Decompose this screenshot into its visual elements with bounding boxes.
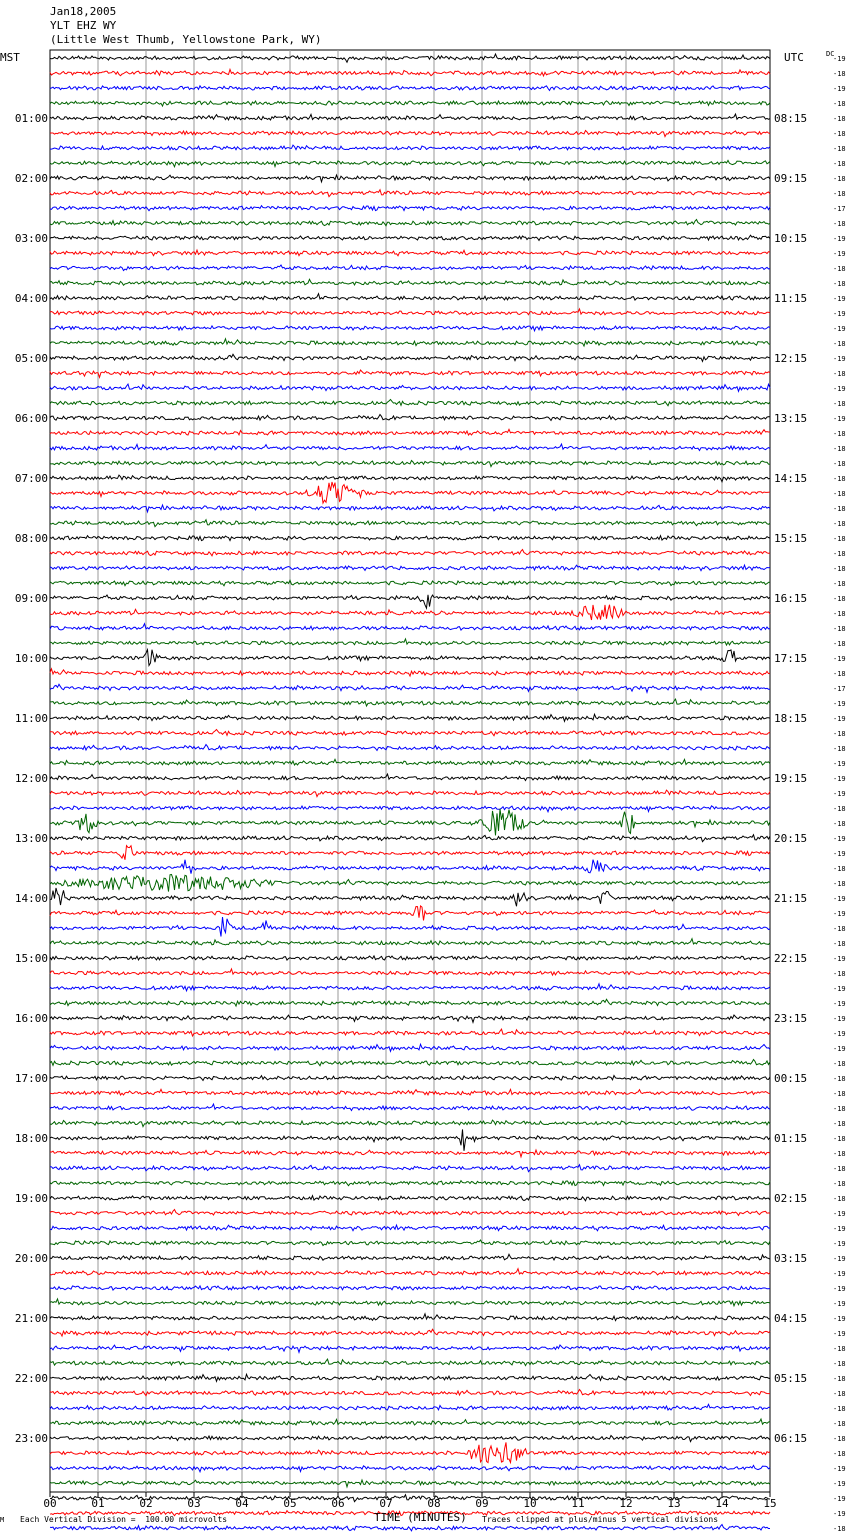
x-tick-label: 15 bbox=[763, 1497, 777, 1510]
dc-offset-label: -18 bbox=[833, 970, 846, 978]
dc-offset-label: -19 bbox=[833, 775, 846, 783]
dc-offset-label: -18 bbox=[833, 625, 846, 633]
seismic-trace bbox=[50, 984, 770, 991]
seismic-trace bbox=[50, 384, 770, 391]
seismic-trace bbox=[50, 250, 770, 256]
dc-offset-label: -19 bbox=[833, 355, 846, 363]
seismic-trace bbox=[50, 1196, 770, 1201]
seismic-trace bbox=[50, 1286, 770, 1290]
seismic-trace bbox=[50, 114, 770, 120]
seismic-trace bbox=[50, 1015, 770, 1022]
seismic-trace bbox=[50, 1436, 770, 1442]
dc-offset-label: -18 bbox=[833, 1345, 846, 1353]
seismic-trace bbox=[50, 1225, 770, 1231]
seismic-trace bbox=[50, 69, 770, 76]
hour-label-mst: 12:00 bbox=[14, 772, 48, 785]
dc-offset-label: -18 bbox=[833, 820, 846, 828]
dc-offset-label: -18 bbox=[833, 1090, 846, 1098]
dc-offset-label: -18 bbox=[833, 1165, 846, 1173]
hour-label-mst: 08:00 bbox=[14, 532, 48, 545]
hour-label-utc: 05:15 bbox=[774, 1372, 808, 1385]
dc-offset-label: -18 bbox=[833, 145, 846, 153]
seismic-trace bbox=[50, 846, 770, 860]
dc-offset-label: -18 bbox=[833, 280, 846, 288]
hour-label-utc: 00:15 bbox=[774, 1072, 808, 1085]
seismic-trace bbox=[50, 809, 770, 836]
x-tick-label: 07 bbox=[379, 1497, 393, 1510]
dc-offset-label: -18 bbox=[833, 1390, 846, 1398]
hour-label-mst: 03:00 bbox=[14, 232, 48, 245]
dc-offset-label: -18 bbox=[833, 1150, 846, 1158]
dc-offset-label: -18 bbox=[833, 160, 846, 168]
seismic-trace bbox=[50, 1089, 770, 1095]
dc-offset-label: -19 bbox=[833, 1270, 846, 1278]
dc-offset-label: -19 bbox=[833, 1030, 846, 1038]
seismic-trace bbox=[50, 1060, 770, 1066]
hour-label-mst: 15:00 bbox=[14, 952, 48, 965]
hour-label-mst: 09:00 bbox=[14, 592, 48, 605]
hour-label-utc: 09:15 bbox=[774, 172, 808, 185]
dc-offset-label: -18 bbox=[833, 670, 846, 678]
dc-offset-label: -18 bbox=[833, 1525, 846, 1533]
dc-offset-label: -18 bbox=[833, 220, 846, 228]
hour-label-mst: 07:00 bbox=[14, 472, 48, 485]
dc-offset-label: -19 bbox=[833, 910, 846, 918]
dc-offset-label: -19 bbox=[833, 1045, 846, 1053]
seismic-trace bbox=[50, 624, 770, 630]
dc-offset-label: -18 bbox=[833, 265, 846, 273]
scale-note: Each Vertical Division = 100.00 microvolts bbox=[20, 1515, 228, 1524]
seismic-trace bbox=[50, 1374, 770, 1381]
seismic-trace bbox=[50, 1345, 770, 1352]
hour-label-utc: 20:15 bbox=[774, 832, 808, 845]
hour-label-mst: 13:00 bbox=[14, 832, 48, 845]
seismic-trace bbox=[50, 806, 770, 812]
seismic-trace bbox=[50, 1419, 770, 1425]
dc-offset-label: -17 bbox=[833, 685, 846, 693]
dc-offset-label: -19 bbox=[833, 250, 846, 258]
dc-offset-label: -18 bbox=[833, 880, 846, 888]
dc-offset-label: -18 bbox=[833, 550, 846, 558]
dc-offset-label: -19 bbox=[833, 1510, 846, 1518]
seismic-trace bbox=[50, 1480, 770, 1487]
seismic-trace bbox=[50, 580, 770, 586]
dc-offset-label: -18 bbox=[833, 1375, 846, 1383]
seismic-trace bbox=[50, 370, 770, 377]
dc-offset-label: -19 bbox=[833, 655, 846, 663]
seismic-trace bbox=[50, 54, 770, 62]
dc-offset-label: -19 bbox=[833, 1210, 846, 1218]
clip-note: Traces clipped at plus/minus 5 vertical divisions bbox=[482, 1515, 719, 1524]
hour-label-utc: 21:15 bbox=[774, 892, 808, 905]
seismic-trace bbox=[50, 1390, 770, 1396]
dc-offset-label: -18 bbox=[833, 370, 846, 378]
dc-offset-label: -18 bbox=[833, 805, 846, 813]
hour-label-utc: 01:15 bbox=[774, 1132, 808, 1145]
seismic-trace bbox=[50, 145, 770, 150]
dc-offset-label: -19 bbox=[833, 1255, 846, 1263]
x-tick-label: 01 bbox=[91, 1497, 105, 1510]
dc-offset-label: -18 bbox=[833, 1420, 846, 1428]
seismic-trace bbox=[50, 790, 770, 797]
hour-label-mst: 22:00 bbox=[14, 1372, 48, 1385]
dc-offset-label: -18 bbox=[833, 745, 846, 753]
dc-offset-label: -18 bbox=[833, 100, 846, 108]
seismic-trace bbox=[50, 1240, 770, 1246]
seismic-trace bbox=[50, 475, 770, 482]
seismic-trace bbox=[50, 294, 770, 300]
seismic-trace bbox=[50, 1120, 770, 1127]
dc-offset-label: -18 bbox=[833, 490, 846, 498]
seismic-trace bbox=[50, 875, 770, 892]
seismic-trace bbox=[50, 1181, 770, 1186]
dc-offset-label: -19 bbox=[833, 850, 846, 858]
hour-label-mst: 16:00 bbox=[14, 1012, 48, 1025]
seismic-trace bbox=[50, 969, 770, 975]
dc-offset-label: -18 bbox=[833, 1105, 846, 1113]
hour-label-mst: 17:00 bbox=[14, 1072, 48, 1085]
dc-offset-label: -18 bbox=[833, 520, 846, 528]
seismic-trace bbox=[50, 354, 770, 361]
x-tick-label: 09 bbox=[475, 1497, 489, 1510]
x-tick-label: 06 bbox=[331, 1497, 345, 1510]
dc-offset-label: -19 bbox=[833, 1285, 846, 1293]
plot-date: Jan18,2005 bbox=[50, 5, 117, 18]
seismic-trace bbox=[50, 536, 770, 541]
seismic-trace bbox=[50, 429, 770, 435]
hour-label-mst: 23:00 bbox=[14, 1432, 48, 1445]
x-tick-label: 02 bbox=[139, 1497, 153, 1510]
dc-offset-label: -19 bbox=[833, 235, 846, 243]
seismic-trace bbox=[50, 131, 770, 137]
seismic-trace bbox=[50, 669, 770, 676]
dc-offset-label: -18 bbox=[833, 505, 846, 513]
seismic-trace bbox=[50, 101, 770, 106]
hour-label-utc: 06:15 bbox=[774, 1432, 808, 1445]
dc-offset-label: -19 bbox=[833, 1000, 846, 1008]
dc-offset-label: -19 bbox=[833, 1315, 846, 1323]
dc-offset-label: -19 bbox=[833, 85, 846, 93]
dc-offset-label: -18 bbox=[833, 535, 846, 543]
corner-mark: M bbox=[0, 1516, 5, 1524]
seismic-trace bbox=[50, 86, 770, 91]
dc-offset-label: -19 bbox=[833, 1225, 846, 1233]
seismic-trace bbox=[50, 482, 770, 503]
dc-offset-label: -19 bbox=[833, 310, 846, 318]
dc-offset-label: -19 bbox=[833, 985, 846, 993]
dc-offset-label: -18 bbox=[833, 925, 846, 933]
dc-offset-label: -18 bbox=[833, 1360, 846, 1368]
dc-offset-label: -18 bbox=[833, 580, 846, 588]
seismic-trace bbox=[50, 1314, 770, 1321]
seismic-trace bbox=[50, 860, 770, 874]
dc-offset-label: -18 bbox=[833, 1435, 846, 1443]
hour-label-mst: 11:00 bbox=[14, 712, 48, 725]
hour-label-utc: 12:15 bbox=[774, 352, 808, 365]
x-tick-label: 13 bbox=[667, 1497, 681, 1510]
dc-corner-label: DC bbox=[826, 50, 835, 58]
seismic-trace bbox=[50, 1029, 770, 1036]
seismic-trace bbox=[50, 595, 770, 608]
seismic-trace bbox=[50, 1495, 770, 1502]
station-location: (Little West Thumb, Yellowstone Park, WY) bbox=[50, 33, 322, 46]
seismic-trace bbox=[50, 1525, 770, 1531]
seismic-trace bbox=[50, 888, 770, 906]
seismic-trace bbox=[50, 1269, 770, 1275]
dc-offset-label: -18 bbox=[833, 1060, 846, 1068]
seismic-trace bbox=[50, 415, 770, 421]
dc-offset-label: -18 bbox=[833, 175, 846, 183]
seismic-trace bbox=[50, 835, 770, 842]
dc-offset-label: -18 bbox=[833, 400, 846, 408]
seismic-trace bbox=[50, 565, 770, 571]
dc-offset-label: -18 bbox=[833, 565, 846, 573]
seismic-trace bbox=[50, 1359, 770, 1366]
dc-offset-label: -18 bbox=[833, 640, 846, 648]
dc-offset-label: -19 bbox=[833, 1240, 846, 1248]
seismic-trace bbox=[50, 1076, 770, 1081]
dc-offset-label: -19 bbox=[833, 295, 846, 303]
hour-label-utc: 02:15 bbox=[774, 1192, 808, 1205]
dc-offset-label: -19 bbox=[833, 1480, 846, 1488]
seismic-trace bbox=[50, 326, 770, 331]
seismic-trace bbox=[50, 220, 770, 226]
seismic-trace bbox=[50, 520, 770, 527]
seismic-trace bbox=[50, 190, 770, 197]
hour-label-utc: 15:15 bbox=[774, 532, 808, 545]
dc-offset-label: -17 bbox=[833, 205, 846, 213]
hour-label-utc: 13:15 bbox=[774, 412, 808, 425]
x-tick-label: 12 bbox=[619, 1497, 633, 1510]
hour-label-mst: 06:00 bbox=[14, 412, 48, 425]
dc-offset-label: -18 bbox=[833, 1450, 846, 1458]
dc-offset-label: -18 bbox=[833, 1135, 846, 1143]
dc-offset-label: -18 bbox=[833, 1120, 846, 1128]
seismic-trace bbox=[50, 339, 770, 346]
seismic-trace bbox=[50, 550, 770, 556]
hour-label-utc: 17:15 bbox=[774, 652, 808, 665]
hour-label-utc: 16:15 bbox=[774, 592, 808, 605]
hour-label-utc: 04:15 bbox=[774, 1312, 808, 1325]
station-code: YLT EHZ WY bbox=[50, 19, 117, 32]
dc-offset-label: -19 bbox=[833, 415, 846, 423]
seismic-trace bbox=[50, 745, 770, 751]
seismic-trace bbox=[50, 699, 770, 706]
dc-offset-label: -19 bbox=[833, 760, 846, 768]
x-tick-label: 14 bbox=[715, 1497, 729, 1510]
dc-offset-label: -19 bbox=[833, 895, 846, 903]
seismic-trace bbox=[50, 175, 770, 182]
seismic-trace bbox=[50, 279, 770, 285]
seismic-trace bbox=[50, 1165, 770, 1172]
x-tick-label: 10 bbox=[523, 1497, 537, 1510]
seismic-trace bbox=[50, 265, 770, 271]
dc-offset-label: -19 bbox=[833, 55, 846, 63]
seismic-trace bbox=[50, 461, 770, 467]
dc-offset-label: -18 bbox=[833, 190, 846, 198]
hour-label-utc: 03:15 bbox=[774, 1252, 808, 1265]
seismic-trace bbox=[50, 1404, 770, 1410]
seismic-trace bbox=[50, 309, 770, 315]
seismic-trace bbox=[50, 906, 770, 921]
seismic-trace bbox=[50, 956, 770, 960]
dc-offset-label: -18 bbox=[833, 1075, 846, 1083]
seismic-trace bbox=[50, 1329, 770, 1336]
dc-offset-label: -19 bbox=[833, 700, 846, 708]
hour-label-utc: 18:15 bbox=[774, 712, 808, 725]
seismic-trace bbox=[50, 1150, 770, 1157]
hour-label-mst: 10:00 bbox=[14, 652, 48, 665]
seismic-trace bbox=[50, 1254, 770, 1260]
dc-offset-label: -19 bbox=[833, 1300, 846, 1308]
plot-frame bbox=[50, 50, 770, 1492]
hour-label-mst: 21:00 bbox=[14, 1312, 48, 1325]
hour-label-utc: 19:15 bbox=[774, 772, 808, 785]
dc-offset-label: -18 bbox=[833, 1195, 846, 1203]
seismic-trace bbox=[50, 1442, 770, 1462]
hour-label-utc: 14:15 bbox=[774, 472, 808, 485]
x-tick-label: 03 bbox=[187, 1497, 201, 1510]
dc-offset-label: -18 bbox=[833, 940, 846, 948]
seismic-trace bbox=[50, 505, 770, 512]
hour-label-mst: 04:00 bbox=[14, 292, 48, 305]
seismic-trace bbox=[50, 1129, 770, 1150]
dc-offset-label: -18 bbox=[833, 595, 846, 603]
dc-offset-label: -18 bbox=[833, 865, 846, 873]
hour-label-utc: 22:15 bbox=[774, 952, 808, 965]
dc-offset-label: -18 bbox=[833, 475, 846, 483]
hour-label-utc: 10:15 bbox=[774, 232, 808, 245]
left-axis-title: MST bbox=[0, 51, 20, 64]
seismic-trace bbox=[50, 605, 770, 620]
hour-label-utc: 23:15 bbox=[774, 1012, 808, 1025]
dc-offset-label: -19 bbox=[833, 385, 846, 393]
dc-offset-label: -18 bbox=[833, 1405, 846, 1413]
seismic-trace bbox=[50, 1104, 770, 1110]
seismic-trace bbox=[50, 639, 770, 645]
seismic-trace bbox=[50, 444, 770, 450]
seismic-trace bbox=[50, 650, 770, 666]
seismic-trace bbox=[50, 1465, 770, 1471]
seismic-trace bbox=[50, 939, 770, 945]
hour-label-mst: 14:00 bbox=[14, 892, 48, 905]
seismic-trace bbox=[50, 400, 770, 406]
hour-label-utc: 11:15 bbox=[774, 292, 808, 305]
dc-offset-label: -18 bbox=[833, 430, 846, 438]
x-axis-label: TIME (MINUTES) bbox=[374, 1511, 467, 1524]
hour-label-mst: 02:00 bbox=[14, 172, 48, 185]
dc-offset-label: -18 bbox=[833, 460, 846, 468]
hour-label-mst: 18:00 bbox=[14, 1132, 48, 1145]
hour-label-mst: 01:00 bbox=[14, 112, 48, 125]
seismic-trace bbox=[50, 999, 770, 1006]
dc-offset-label: -19 bbox=[833, 325, 846, 333]
x-tick-label: 05 bbox=[283, 1497, 297, 1510]
hour-label-mst: 20:00 bbox=[14, 1252, 48, 1265]
dc-offset-label: -18 bbox=[833, 610, 846, 618]
seismic-trace bbox=[50, 759, 770, 765]
seismic-trace bbox=[50, 1044, 770, 1051]
dc-offset-label: -19 bbox=[833, 715, 846, 723]
hour-label-mst: 05:00 bbox=[14, 352, 48, 365]
dc-offset-label: -19 bbox=[833, 790, 846, 798]
x-tick-label: 00 bbox=[43, 1497, 57, 1510]
x-tick-label: 08 bbox=[427, 1497, 441, 1510]
dc-offset-label: -19 bbox=[833, 1465, 846, 1473]
seismic-trace bbox=[50, 160, 770, 166]
right-axis-title: UTC bbox=[784, 51, 804, 64]
dc-offset-label: -18 bbox=[833, 115, 846, 123]
dc-offset-label: -19 bbox=[833, 955, 846, 963]
dc-offset-label: -18 bbox=[833, 70, 846, 78]
dc-offset-label: -19 bbox=[833, 1015, 846, 1023]
dc-offset-label: -18 bbox=[833, 1180, 846, 1188]
seismic-trace bbox=[50, 206, 770, 211]
seismic-trace bbox=[50, 684, 770, 692]
seismic-trace bbox=[50, 235, 770, 240]
dc-offset-label: -18 bbox=[833, 730, 846, 738]
seismic-trace bbox=[50, 714, 770, 721]
seismic-trace bbox=[50, 1299, 770, 1306]
dc-offset-label: -18 bbox=[833, 130, 846, 138]
seismic-trace bbox=[50, 1210, 770, 1216]
hour-label-mst: 19:00 bbox=[14, 1192, 48, 1205]
dc-offset-label: -18 bbox=[833, 340, 846, 348]
x-tick-label: 11 bbox=[571, 1497, 585, 1510]
dc-offset-label: -18 bbox=[833, 445, 846, 453]
seismic-trace bbox=[50, 730, 770, 736]
dc-offset-label: -19 bbox=[833, 1495, 846, 1503]
seismic-trace bbox=[50, 917, 770, 936]
hour-label-utc: 08:15 bbox=[774, 112, 808, 125]
dc-offset-label: -19 bbox=[833, 835, 846, 843]
seismic-trace bbox=[50, 774, 770, 780]
x-tick-label: 04 bbox=[235, 1497, 249, 1510]
dc-offset-label: -19 bbox=[833, 1330, 846, 1338]
